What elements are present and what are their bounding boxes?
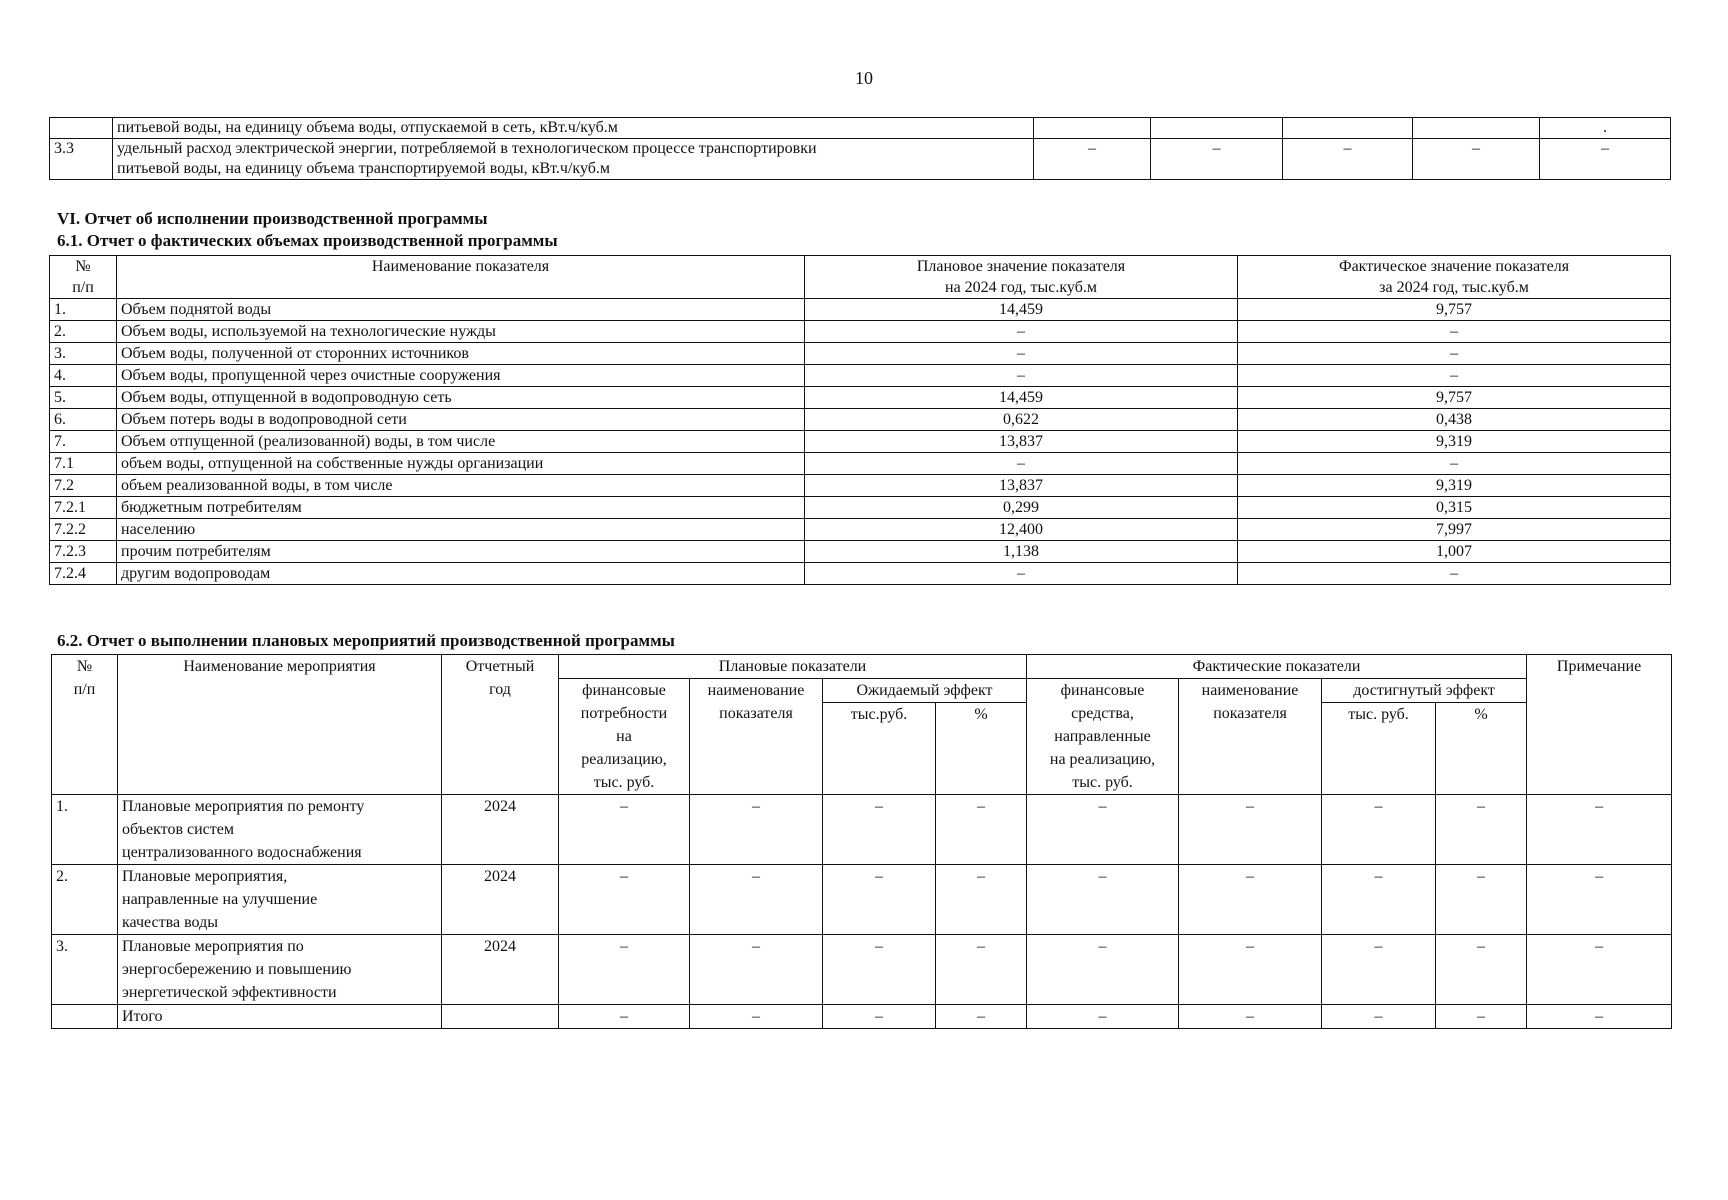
row-number: 7.2.1 [50,497,117,519]
section-title: VI. Отчет об исполнении производственной программы [57,209,488,228]
table-6-2 [51,654,1672,1029]
row-name-line: качества воды [122,914,218,931]
value-cell: – [936,1005,1027,1029]
header-text: на 2024 год, тыс.куб.м [945,279,1097,296]
plan-value: 13,837 [805,475,1238,497]
table-row [50,541,1671,563]
row-number: 5. [50,387,117,409]
plan-value: – [805,321,1238,343]
row-number: 2. [50,321,117,343]
row-name: Итого [118,1005,442,1029]
table-header-row [52,655,1672,679]
value-cell: – [690,795,823,865]
value-cell: – [1540,139,1671,180]
value-cell: – [1151,139,1283,180]
row-number [52,1005,118,1029]
value-cell: – [1027,935,1179,1005]
header-text: тыс. руб. [1072,774,1133,791]
header-text: финансовые [582,682,666,699]
fact-value: 0,438 [1238,409,1671,431]
value-cell: – [1179,1005,1322,1029]
value-cell [1283,118,1413,139]
row-text: питьевой воды, на единицу объема воды, отпускаемой в сеть, кВт.ч/куб.м [113,118,1034,139]
row-name: населению [117,519,805,541]
value-cell: – [1436,865,1527,935]
fact-value: 7,997 [1238,519,1671,541]
value-cell: – [1527,865,1672,935]
table-row [50,409,1671,431]
row-number: 7.2 [50,475,117,497]
value-cell: – [1527,935,1672,1005]
value-cell: – [1027,865,1179,935]
value-cell: – [1527,795,1672,865]
row-number: 4. [50,365,117,387]
table-row [50,387,1671,409]
plan-value: 13,837 [805,431,1238,453]
value-cell [1034,118,1151,139]
table-row [50,299,1671,321]
header-text: средства, [1071,705,1134,722]
fact-value: 9,757 [1238,387,1671,409]
table-row [50,563,1671,585]
header-text: Плановое значение показателя [916,258,1126,275]
fact-value: – [1238,453,1671,475]
value-cell: – [1322,935,1436,1005]
row-name: бюджетным потребителям [117,497,805,519]
row-name-line: Плановые мероприятия по [122,938,304,955]
fact-value: 1,007 [1238,541,1671,563]
row-name: Объем воды, отпущенной в водопроводную сеть [117,387,805,409]
value-cell: – [1027,795,1179,865]
row-year: 2024 [442,935,559,1005]
value-cell: – [559,865,690,935]
col-header-fact-name [1179,679,1322,795]
value-cell: – [1179,865,1322,935]
value-cell: – [1436,795,1527,865]
fact-value: – [1238,321,1671,343]
row-name-line: централизованного водоснабжения [122,844,362,861]
row-name: прочим потребителям [117,541,805,563]
table-row [50,139,1671,180]
col-header-fact-effect-pct: % [1436,703,1527,795]
row-text-line: удельный расход электрической энергии, потребляемой в технологическом процессе транспортировки [117,140,817,157]
row-year: 2024 [442,865,559,935]
value-cell: – [559,935,690,1005]
table-row [50,343,1671,365]
row-name: Объем поднятой воды [117,299,805,321]
value-cell: – [1436,935,1527,1005]
col-header-plan-effect-pct: % [936,703,1027,795]
table-row [50,431,1671,453]
row-name: другим водопроводам [117,563,805,585]
value-cell: – [823,795,936,865]
subsection-title: 6.2. Отчет о выполнении плановых мероприятий производственной программы [57,631,675,650]
row-number: 7.2.2 [50,519,117,541]
value-cell: . [1540,118,1671,139]
header-text: показателя [1213,705,1287,722]
plan-value: 12,400 [805,519,1238,541]
value-cell: – [823,1005,936,1029]
header-text: Отчетный [465,658,535,675]
value-cell: – [1322,865,1436,935]
value-cell: – [1413,139,1540,180]
row-name: объем воды, отпущенной на собственные нужды организации [117,453,805,475]
subsection-title: 6.1. Отчет о фактических объемах производственной программы [57,231,558,250]
value-cell: – [559,1005,690,1029]
plan-value: – [805,343,1238,365]
row-text [113,139,1034,180]
row-number: 7. [50,431,117,453]
plan-value: – [805,563,1238,585]
col-header-year [442,655,559,795]
value-cell: – [1283,139,1413,180]
table-row [52,935,1672,1005]
value-cell: – [1034,139,1151,180]
plan-value: 14,459 [805,387,1238,409]
row-name: Объем воды, полученной от сторонних источников [117,343,805,365]
row-number: 1. [50,299,117,321]
plan-value: – [805,453,1238,475]
value-cell: – [559,795,690,865]
header-text: за 2024 год, тыс.куб.м [1379,279,1529,296]
row-name: Объем воды, используемой на технологические нужды [117,321,805,343]
plan-value: – [805,365,1238,387]
header-text: показателя [719,705,793,722]
row-number: 7.2.3 [50,541,117,563]
table-row [50,118,1671,139]
plan-value: 0,622 [805,409,1238,431]
table-row [52,795,1672,865]
row-number: 3. [50,343,117,365]
value-cell: – [690,1005,823,1029]
col-header-number [50,256,117,299]
header-text: наименование [707,682,805,699]
value-cell: – [1527,1005,1672,1029]
table-6-1 [49,255,1671,585]
value-cell: – [1179,935,1322,1005]
fact-value: 9,757 [1238,299,1671,321]
fact-value: 0,315 [1238,497,1671,519]
table-row [50,365,1671,387]
header-text: Фактическое значение показателя [1338,258,1570,275]
col-header-fact-effect-rub: тыс. руб. [1322,703,1436,795]
row-number: 2. [52,865,118,935]
header-text: направленные [1054,728,1151,745]
row-name [118,865,442,935]
col-header-name: Наименование показателя [117,256,805,299]
table-row [50,475,1671,497]
table-row [50,453,1671,475]
row-name: объем реализованной воды, в том числе [117,475,805,497]
col-header-fact-effect: достигнутый эффект [1322,679,1527,703]
header-text: реализацию, [581,751,667,768]
value-cell: – [936,795,1027,865]
header-text: потребности [580,705,668,722]
header-text: год [489,681,511,698]
fact-value: 9,319 [1238,431,1671,453]
row-name-line: Плановые мероприятия по ремонту [122,798,365,815]
header-text: № [76,658,93,675]
col-header-plan-effect: Ожидаемый эффект [823,679,1027,703]
header-text: № [75,258,91,275]
value-cell: – [823,865,936,935]
col-header-plan-fin [559,679,690,795]
col-header-number [52,655,118,795]
value-cell: – [936,935,1027,1005]
row-name [118,795,442,865]
fact-value: 9,319 [1238,475,1671,497]
row-number: 6. [50,409,117,431]
row-year: 2024 [442,795,559,865]
header-text: на [616,728,632,745]
header-text: тыс. руб. [593,774,655,791]
value-cell: – [1027,1005,1179,1029]
value-cell: – [1322,1005,1436,1029]
row-name: Объем отпущенной (реализованной) воды, в том числе [117,431,805,453]
row-name-line: Плановые мероприятия, [122,868,288,885]
header-text: п/п [72,279,94,296]
row-name-line: направленные на улучшение [122,891,318,908]
header-text: на реализацию, [1049,751,1156,768]
col-header-plan [805,256,1238,299]
value-cell: – [690,935,823,1005]
value-cell: – [936,865,1027,935]
fact-value: – [1238,563,1671,585]
value-cell: – [1436,1005,1527,1029]
col-header-plan-name [690,679,823,795]
col-header-name: Наименование мероприятия [118,655,442,795]
row-number [50,118,113,139]
row-number: 7.2.4 [50,563,117,585]
value-cell: – [1179,795,1322,865]
col-header-fact [1238,256,1671,299]
col-header-plan-effect-rub: тыс.руб. [823,703,936,795]
col-header-note: Примечание [1527,655,1672,795]
row-number: 3. [52,935,118,1005]
row-number: 3.3 [50,139,113,180]
row-text-line: питьевой воды, на единицу объема транспортируемой воды, кВт.ч/куб.м [117,160,611,177]
plan-value: 14,459 [805,299,1238,321]
value-cell [1151,118,1283,139]
row-name [118,935,442,1005]
row-name-line: энергосбережению и повышению [122,961,352,978]
table-header-row [50,256,1671,299]
top-table [49,117,1671,180]
plan-value: 1,138 [805,541,1238,563]
value-cell [1413,118,1540,139]
row-number: 7.1 [50,453,117,475]
row-year [442,1005,559,1029]
row-name: Объем воды, пропущенной через очистные сооружения [117,365,805,387]
col-group-fact: Фактические показатели [1027,655,1527,679]
total-row [52,1005,1672,1029]
table-row [50,497,1671,519]
row-name-line: объектов систем [122,821,234,838]
plan-value: 0,299 [805,497,1238,519]
value-cell: – [1322,795,1436,865]
value-cell: – [690,865,823,935]
fact-value: – [1238,343,1671,365]
header-text: п/п [73,681,96,698]
row-number: 1. [52,795,118,865]
col-group-plan: Плановые показатели [559,655,1027,679]
table-row [52,865,1672,935]
value-cell: – [823,935,936,1005]
table-row [50,519,1671,541]
col-header-fact-fin [1027,679,1179,795]
fact-value: – [1238,365,1671,387]
header-text: финансовые [1060,682,1145,699]
table-row [50,321,1671,343]
row-name: Объем потерь воды в водопроводной сети [117,409,805,431]
page-number: 10 [855,68,873,88]
row-name-line: энергетической эффективности [122,984,337,1001]
header-text: наименование [1201,682,1299,699]
